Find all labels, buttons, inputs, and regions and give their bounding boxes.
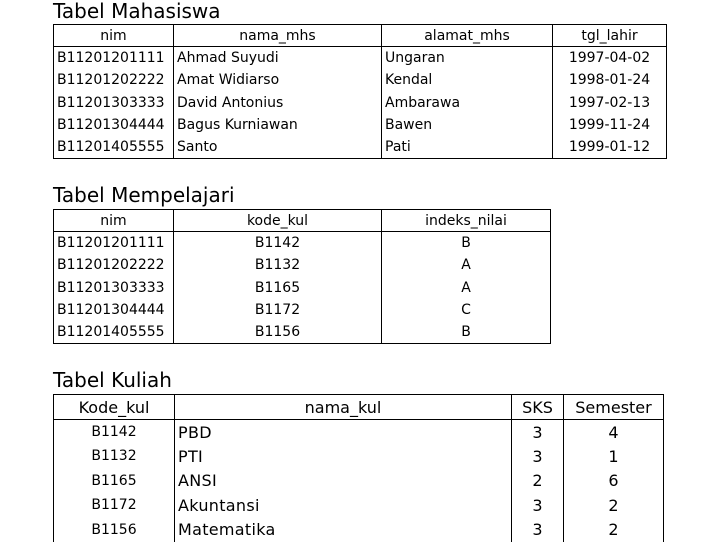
cell-kode-kul: B1172 [54, 493, 175, 518]
cell-nim: B11201202222 [54, 69, 174, 91]
cell-nama-mhs: Bagus Kurniawan [174, 114, 382, 136]
table-row [54, 299, 551, 321]
cell-indeks-nilai: C [382, 299, 551, 321]
table-row [54, 232, 551, 254]
table-header-row [54, 25, 667, 47]
cell-nim: B11201405555 [54, 136, 174, 158]
cell-sks: 3 [512, 518, 564, 542]
kuliah-table [53, 394, 664, 542]
cell-nim: B11201201111 [54, 47, 174, 69]
column-header-nama-mhs: nama_mhs [174, 25, 382, 47]
table-header-row [54, 395, 664, 420]
cell-semester: 2 [564, 493, 664, 518]
cell-sks: 3 [512, 444, 564, 469]
column-header-kode-kul: Kode_kul [54, 395, 175, 420]
cell-nim: B11201405555 [54, 321, 174, 343]
table-row [54, 69, 667, 91]
table-row [54, 277, 551, 299]
cell-kode-kul: B1165 [54, 469, 175, 494]
cell-indeks-nilai: A [382, 254, 551, 276]
cell-alamat-mhs: Pati [382, 136, 553, 158]
column-header-nim: nim [54, 210, 174, 232]
cell-kode-kul: B1132 [174, 254, 382, 276]
cell-sks: 2 [512, 469, 564, 494]
column-header-tgl-lahir: tgl_lahir [553, 25, 667, 47]
cell-nama-kul: Matematika [175, 518, 512, 542]
cell-semester: 1 [564, 444, 664, 469]
cell-alamat-mhs: Bawen [382, 114, 553, 136]
cell-tgl-lahir: 1998-01-24 [553, 69, 667, 91]
column-header-nama-kul: nama_kul [175, 395, 512, 420]
cell-indeks-nilai: A [382, 277, 551, 299]
cell-tgl-lahir: 1999-01-12 [553, 136, 667, 158]
cell-alamat-mhs: Ungaran [382, 47, 553, 69]
cell-nama-kul: ANSI [175, 469, 512, 494]
mahasiswa-table [53, 24, 667, 159]
column-header-alamat-mhs: alamat_mhs [382, 25, 553, 47]
cell-nim: B11201304444 [54, 114, 174, 136]
cell-alamat-mhs: Kendal [382, 69, 553, 91]
table-row [54, 254, 551, 276]
table-row [54, 518, 664, 542]
column-header-nim: nim [54, 25, 174, 47]
cell-kode-kul: B1142 [54, 420, 175, 445]
cell-nama-kul: PBD [175, 420, 512, 445]
cell-kode-kul: B1142 [174, 232, 382, 254]
mempelajari-table [53, 209, 551, 344]
table-row [54, 444, 664, 469]
table-row [54, 47, 667, 69]
cell-nim: B11201202222 [54, 254, 174, 276]
table-row [54, 321, 551, 343]
cell-tgl-lahir: 1997-02-13 [553, 92, 667, 114]
cell-nama-kul: Akuntansi [175, 493, 512, 518]
table-header-row [54, 210, 551, 232]
table-row [54, 114, 667, 136]
column-header-sks: SKS [512, 395, 564, 420]
cell-nama-mhs: David Antonius [174, 92, 382, 114]
cell-nama-mhs: Amat Widiarso [174, 69, 382, 91]
cell-sks: 3 [512, 420, 564, 445]
cell-alamat-mhs: Ambarawa [382, 92, 553, 114]
column-header-indeks-nilai: indeks_nilai [382, 210, 551, 232]
cell-semester: 4 [564, 420, 664, 445]
column-header-semester: Semester [564, 395, 664, 420]
column-header-kode-kul: kode_kul [174, 210, 382, 232]
cell-tgl-lahir: 1997-04-02 [553, 47, 667, 69]
table-row [54, 92, 667, 114]
cell-nim: B11201201111 [54, 232, 174, 254]
table-row [54, 136, 667, 158]
cell-kode-kul: B1165 [174, 277, 382, 299]
cell-kode-kul: B1156 [54, 518, 175, 542]
cell-indeks-nilai: B [382, 321, 551, 343]
cell-nim: B11201303333 [54, 277, 174, 299]
cell-nama-mhs: Santo [174, 136, 382, 158]
cell-semester: 2 [564, 518, 664, 542]
cell-indeks-nilai: B [382, 232, 551, 254]
cell-nim: B11201303333 [54, 92, 174, 114]
cell-tgl-lahir: 1999-11-24 [553, 114, 667, 136]
cell-nim: B11201304444 [54, 299, 174, 321]
cell-nama-kul: PTI [175, 444, 512, 469]
cell-sks: 3 [512, 493, 564, 518]
cell-kode-kul: B1132 [54, 444, 175, 469]
table-row [54, 493, 664, 518]
cell-kode-kul: B1156 [174, 321, 382, 343]
cell-semester: 6 [564, 469, 664, 494]
mempelajari-title: Tabel Mempelajari [53, 184, 235, 206]
table-row [54, 420, 664, 445]
cell-kode-kul: B1172 [174, 299, 382, 321]
table-row [54, 469, 664, 494]
mahasiswa-title: Tabel Mahasiswa [53, 0, 221, 22]
kuliah-title: Tabel Kuliah [53, 369, 172, 391]
cell-nama-mhs: Ahmad Suyudi [174, 47, 382, 69]
